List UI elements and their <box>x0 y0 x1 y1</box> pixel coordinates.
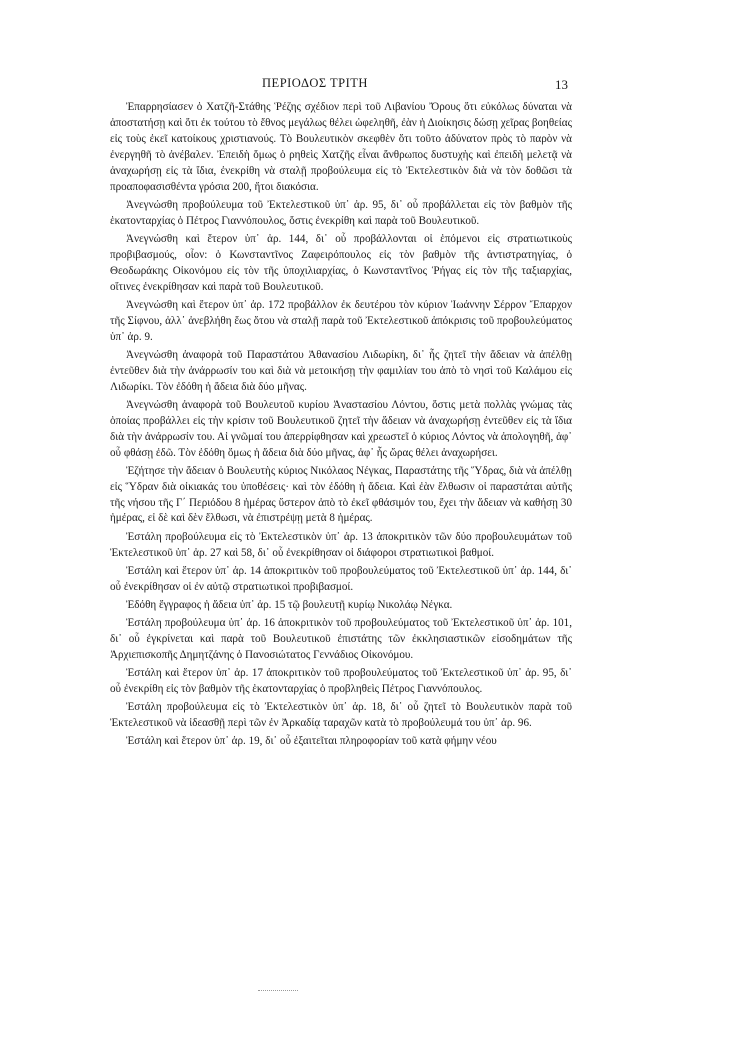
paragraph: Ἐζήτησε τὴν ἄδειαν ὁ Βουλευτὴς κύριος Νικόλαος Νέγκας, Παραστάτης τῆς Ὕδρας, διὰ νὰ ἀπέλθῃ εἰς Ὕδραν διὰ οἰκιακάς του ὑποθέσεις· καὶ τὸν ἐδόθη ἡ ἄδεια. Καὶ ἐὰν ἔλθωσιν οἱ παραστάται αὐτῆς τῆς νήσου τῆς Γ΄ Περιόδου 8 ἡμέρας ὕστερον ἀπὸ τὸ ἐκεῖ φθάσιμόν του, ἔχει τὴν ἄδειαν νὰ καθήσῃ 30 ἡμέρας, εἰ δὲ καὶ δὲν ἔλθωσι, νὰ ἐπιστρέψῃ μετὰ 8 ἡμέρας. <box>110 464 572 525</box>
running-title: ΠΕΡΙΟΔΟΣ ΤΡΙΤΗ <box>262 76 368 90</box>
page-number: 13 <box>555 77 568 92</box>
document-body <box>110 100 572 753</box>
paragraph: Ἐπαρρησίασεν ὁ Χατζῆ-Στάθης Ῥέζης σχέδιον περὶ τοῦ Λιβανίου Ὄρους ὅτι εὐκόλως δύναται νὰ ἀποστατήσῃ καὶ ὅτι ἐκ τούτου τὸ ἔθνος μεγάλως θέλει ὠφεληθῆ, ἐὰν ἡ Διοίκησις δώσῃ χεῖρας βοηθείας εἰς τοὺς ἐκεῖ κατοίκους χριστιανούς. Τὸ Βουλευτικὸν σκεφθὲν ὅτι τοῦτο ἀδύνατον πρὸς τὸ παρὸν νὰ ἐνεργηθῆ τὸ ἀνέβαλεν. Ἐπειδὴ ὅμως ὁ ρηθεὶς Χατζῆς εἶναι ἄνθρωπος δυστυχὴς καὶ ἐπειδὴ μελετᾷ νὰ ἀναχωρήσῃ εἰς τὰ ἴδια, ἐνεκρίθη νὰ σταλῇ προβούλευμα εἰς τὸ Ἐκτελεστικὸν διὰ νὰ τὸν δοθῶσι τὰ προαποφασισθέντα γρόσια 200, ἤτοι διακόσια. <box>110 101 572 193</box>
paragraph: Ἀνεγνώσθη ἀναφορὰ τοῦ Βουλευτοῦ κυρίου Ἀναστασίου Λόντου, ὅστις μετὰ πολλὰς γνώμας τὰς ὁποίας προβάλλει εἰς τὴν κρίσιν τοῦ Βουλευτικοῦ ζητεῖ τὴν ἄδειαν νὰ ἀναχωρήσῃ ἐντεῦθεν εἰς τὰ ἴδια διὰ τὴν ἀνάρρωσίν του. Αἱ γνῶμαί του ἀπερρίφθησαν καὶ χρεωστεῖ ὁ κύριος Λόντος νὰ ἀπολογηθῆ, ἀφ᾿ οὗ φθάσῃ ἐδῶ. Τὸν ἐδόθη ὅμως ἡ ἄδεια διὰ δύο μῆνας, ἀφ᾿ ἧς ὥρας θέλει ἀναχωρήσει. <box>110 398 572 459</box>
paragraph: Ἀνεγνώσθη καὶ ἕτερον ὑπ᾿ ἀρ. 144, δι᾿ οὗ προβάλλονται οἱ ἑπόμενοι εἰς στρατιωτικοὺς προβιβασμούς, οἷον: ὁ Κωνσταντῖνος Ζαφειρόπουλος εἰς τὸν βαθμὸν τῆς ἀντιστρατηγίας, ὁ Θεοδωράκης Οἰκονόμου εἰς τὸν τῆς ὑποχιλιαρχίας, ὁ Κωνσταντῖνος Ῥήγας εἰς τὸν τῆς ταξιαρχίας, οἵτινες ἐνεκρίθησαν καὶ παρὰ τοῦ Βουλευτικοῦ. <box>110 232 572 293</box>
paragraph: Ἀνεγνώσθη καὶ ἕτερον ὑπ᾿ ἀρ. 172 προβάλλον ἐκ δευτέρου τὸν κύριον Ἰωάννην Σέρρον Ἔπαρχον τῆς Σίφνου, ἀλλ᾿ ἀνεβλήθη ἕως ὅτου νὰ σταλῇ παρὰ τοῦ Ἐκτελεστικοῦ ἀπόκρισις τοῦ προβουλεύματος ὑπ᾿ ἀρ. 9. <box>110 298 572 343</box>
paragraph: Ἐδόθη ἔγγραφος ἡ ἄδεια ὑπ᾿ ἀρ. 15 τῷ βουλευτῇ κυρίῳ Νικολάῳ Νέγκα. <box>126 598 453 611</box>
scan-artifact <box>258 990 298 993</box>
paragraph: Ἐστάλη καὶ ἕτερον ὑπ᾿ ἀρ. 17 ἀποκριτικὸν τοῦ προβουλεύματος τοῦ Ἐκτελεστικοῦ ὑπ᾿ ἀρ. 95, δι᾿ οὗ ἐνεκρίθη εἰς τὸν βαθμὸν τῆς ἑκατονταρχίας ὁ προβληθεὶς Πέτρος Γιαννόπουλος. <box>110 667 572 695</box>
page-header <box>120 76 570 96</box>
paragraph: Ἀνεγνώσθη ἀναφορὰ τοῦ Παραστάτου Ἀθανασίου Λιδωρίκη, δι᾿ ἧς ζητεῖ τὴν ἄδειαν νὰ ἀπέλθῃ ἐντεῦθεν διὰ τὴν ἀνάρρωσίν του καὶ διὰ νὰ μετοικήσῃ τὴν φαμιλίαν του ἀπὸ τὸ νησὶ τοῦ Καλάμου εἰς Λιδωρίκι. Τὸν ἐδόθη ἡ ἄδεια διὰ δύο μῆνας. <box>110 348 572 393</box>
paragraph: Ἀνεγνώσθη προβούλευμα τοῦ Ἐκτελεστικοῦ ὑπ᾿ ἀρ. 95, δι᾿ οὗ προβάλλεται εἰς τὸν βαθμὸν τῆς ἑκατονταρχίας ὁ Πέτρος Γιαννόπουλος, ὅστις ἐνεκρίθη καὶ παρὰ τοῦ Βουλευτικοῦ. <box>110 198 572 227</box>
paragraph: Ἐστάλη προβούλευμα εἰς τὸ Ἐκτελεστικὸν ὑπ᾿ ἀρ. 13 ἀποκριτικὸν τῶν δύο προβουλευμάτων τοῦ Ἐκτελεστικοῦ ὑπ᾿ ἀρ. 27 καὶ 58, δι᾿ οὗ ἐνεκρίθησαν οἱ διάφοροι στρατιωτικοὶ βαθμοί. <box>110 530 572 559</box>
paragraph: Ἐστάλη καὶ ἕτερον ὑπ᾿ ἀρ. 14 ἀποκριτικὸν τοῦ προβουλεύματος τοῦ Ἐκτελεστικοῦ ὑπ᾿ ἀρ. 144, δι᾿ οὗ ἐνεκρίθησαν οἱ ἐν αὐτῷ στρατιωτικοὶ προβιβασμοί. <box>110 564 572 593</box>
paragraph: Ἐστάλη προβούλευμα εἰς τὸ Ἐκτελεστικὸν ὑπ᾿ ἀρ. 18, δι᾿ οὗ ζητεῖ τὸ Βουλευτικὸν παρὰ τοῦ Ἐκτελεστικοῦ νὰ ἰδεασθῇ περὶ τῶν ἐν Ἀρκαδίᾳ ταραχῶν κατὰ τὸ προβούλευμά του ὑπ᾿ ἀρ. 96. <box>110 701 572 730</box>
paragraph: Ἐστάλη προβούλευμα ὑπ᾿ ἀρ. 16 ἀποκριτικὸν τοῦ προβουλεύματος τοῦ Ἐκτελεστικοῦ ὑπ᾿ ἀρ. 101, δι᾿ οὗ ἐγκρίνεται καὶ παρὰ τοῦ Βουλευτικοῦ ἐπιστάτης τῶν ἐκκλησιαστικῶν εἰσοδημάτων τῆς Ἀρχιεπισκοπῆς Δημητζάνης ὁ Πανοσιώτατος Γεννάδιος Οἰκονόμου. <box>110 617 572 661</box>
paragraph: Ἐστάλη καὶ ἕτερον ὑπ᾿ ἀρ. 19, δι᾿ οὗ ἐξαιτεῖται πληροφορίαν τοῦ κατὰ φήμην νέου <box>126 735 497 748</box>
